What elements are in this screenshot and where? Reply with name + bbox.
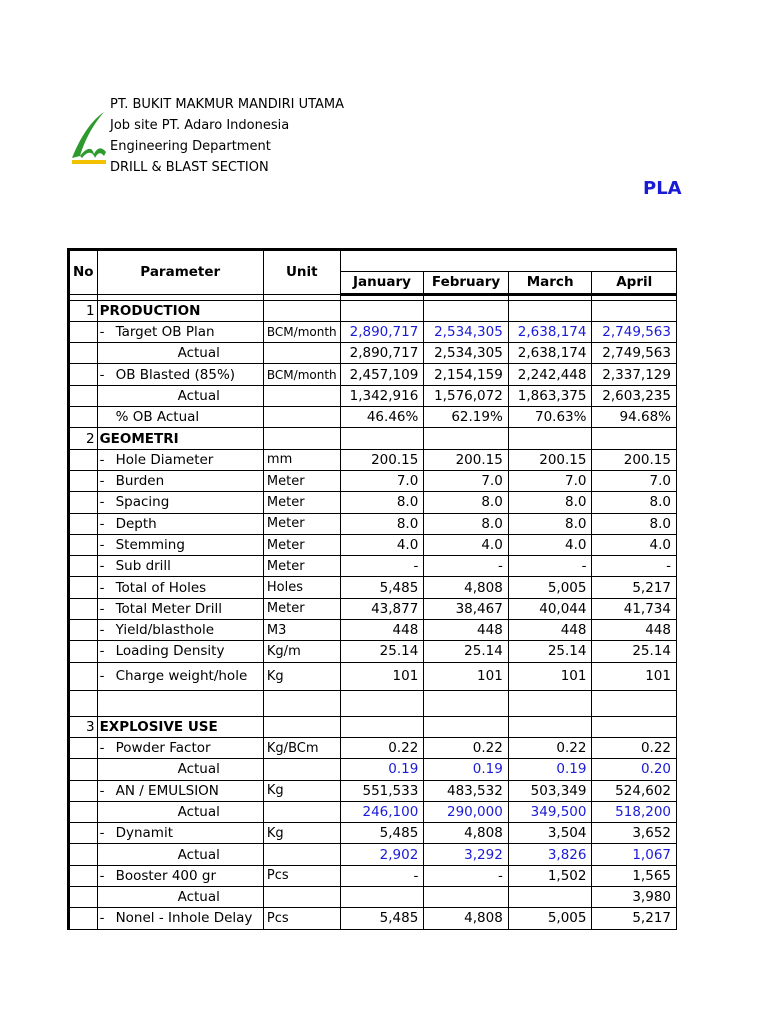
value-april: 8.0	[592, 492, 677, 513]
parameter-label: Actual	[177, 889, 220, 906]
unit-cell	[263, 844, 340, 865]
parameter-label: Depth	[115, 515, 157, 532]
parameter-cell	[97, 513, 263, 534]
value-march: 448	[508, 620, 592, 641]
value-january: 200.15	[340, 449, 424, 470]
value-february: 0.19	[424, 759, 508, 780]
unit-cell: Kg	[263, 780, 340, 801]
value-january: 46.46%	[340, 407, 424, 428]
table-row-an-emulsion-actual	[69, 801, 677, 822]
value-february: 290,000	[424, 801, 508, 822]
value-april: 101	[592, 662, 677, 690]
parameter-cell	[97, 844, 263, 865]
value-march	[508, 887, 592, 908]
value-february: 7.0	[424, 470, 508, 491]
value-february: 4.0	[424, 534, 508, 555]
parameter-cell	[97, 780, 263, 801]
value-january: 1,342,916	[340, 385, 424, 406]
value-march: 8.0	[508, 492, 592, 513]
parameter-label: Powder Factor	[115, 740, 211, 757]
unit-cell: Pcs	[263, 865, 340, 886]
parameter-label: OB Blasted (85%)	[115, 366, 236, 383]
unit-cell: Kg/BCm	[263, 737, 340, 758]
month-february: February	[424, 272, 508, 294]
value-january: -	[340, 865, 424, 886]
bullet-dash: -	[99, 451, 105, 468]
bullet-dash: -	[99, 600, 105, 617]
unit-cell	[263, 801, 340, 822]
unit-cell: Meter	[263, 492, 340, 513]
value-april: 0.22	[592, 737, 677, 758]
parameter-label: Hole Diameter	[115, 451, 214, 468]
month-april: April	[592, 272, 677, 294]
bullet-dash: -	[99, 622, 105, 639]
bullet-dash: -	[99, 579, 105, 596]
month-january: January	[340, 272, 424, 294]
value-january: 5,485	[340, 823, 424, 844]
value-january: 101	[340, 662, 424, 690]
value-march: 2,638,174	[508, 321, 592, 342]
unit-cell	[263, 343, 340, 364]
value-march: 3,826	[508, 844, 592, 865]
table-row-dynamit-actual	[69, 844, 677, 865]
table-row-hole-diameter	[69, 449, 677, 470]
unit-cell	[263, 887, 340, 908]
table-row-powder-factor	[69, 737, 677, 758]
section-name: DRILL & BLAST SECTION	[110, 160, 269, 175]
value-march: 0.22	[508, 737, 592, 758]
value-april: 448	[592, 620, 677, 641]
value-march: 70.63%	[508, 407, 592, 428]
value-january: 551,533	[340, 780, 424, 801]
parameter-label: Total Meter Drill	[115, 600, 222, 617]
bullet-dash: -	[99, 494, 105, 511]
section-number: 1	[69, 300, 98, 321]
value-march: 4.0	[508, 534, 592, 555]
parameter-label: Burden	[115, 473, 165, 490]
section-row-production	[69, 300, 677, 321]
value-march: 1,863,375	[508, 385, 592, 406]
unit-cell: BCM/month	[263, 364, 340, 385]
value-march: 3,504	[508, 823, 592, 844]
value-february: 200.15	[424, 449, 508, 470]
unit-cell: mm	[263, 449, 340, 470]
parameter-label: Actual	[177, 345, 220, 362]
bullet-dash: -	[99, 867, 105, 884]
parameter-cell	[97, 662, 263, 690]
value-january: 246,100	[340, 801, 424, 822]
parameter-cell	[97, 385, 263, 406]
unit-cell: Meter	[263, 534, 340, 555]
value-february: 4,808	[424, 577, 508, 598]
table-row-an-emulsion	[69, 780, 677, 801]
value-april: 2,603,235	[592, 385, 677, 406]
value-january: 2,902	[340, 844, 424, 865]
value-march: 25.14	[508, 641, 592, 662]
value-april: 8.0	[592, 513, 677, 534]
bullet-dash: -	[99, 910, 105, 927]
table-row-booster	[69, 865, 677, 886]
value-february	[424, 887, 508, 908]
parameter-cell	[97, 492, 263, 513]
unit-cell	[263, 759, 340, 780]
bullet-dash: -	[99, 515, 105, 532]
table-row-pct-ob-actual	[69, 407, 677, 428]
value-april: 5,217	[592, 908, 677, 929]
value-march: 40,044	[508, 598, 592, 619]
value-february: 101	[424, 662, 508, 690]
section-row-geometri	[69, 428, 677, 449]
month-march: March	[508, 272, 592, 294]
value-march: 349,500	[508, 801, 592, 822]
value-january: 5,485	[340, 908, 424, 929]
value-february: 62.19%	[424, 407, 508, 428]
value-february: 4,808	[424, 908, 508, 929]
value-february: 8.0	[424, 492, 508, 513]
value-february: -	[424, 556, 508, 577]
value-march: 5,005	[508, 577, 592, 598]
value-january	[340, 887, 424, 908]
parameter-label: Actual	[177, 803, 220, 820]
table-row-yield	[69, 620, 677, 641]
unit-cell: Holes	[263, 577, 340, 598]
value-april: 3,980	[592, 887, 677, 908]
bullet-dash: -	[99, 825, 105, 842]
parameter-cell	[97, 598, 263, 619]
value-march: 7.0	[508, 470, 592, 491]
value-april: 25.14	[592, 641, 677, 662]
value-march: 2,242,448	[508, 364, 592, 385]
value-april: 1,565	[592, 865, 677, 886]
value-march: 0.19	[508, 759, 592, 780]
value-february: 2,534,305	[424, 321, 508, 342]
value-january: 0.22	[340, 737, 424, 758]
value-january: 0.19	[340, 759, 424, 780]
table-row-depth	[69, 513, 677, 534]
table-row-burden	[69, 470, 677, 491]
value-february: 2,534,305	[424, 343, 508, 364]
parameter-label: Target OB Plan	[115, 324, 215, 341]
parameter-label: Charge weight/hole	[115, 668, 248, 685]
value-april: -	[592, 556, 677, 577]
parameter-label: Booster 400 gr	[115, 867, 217, 884]
table-row-nonel	[69, 908, 677, 929]
table-row-target-ob	[69, 321, 677, 342]
parameter-label: Total of Holes	[115, 579, 207, 596]
job-site: Job site PT. Adaro Indonesia	[110, 118, 290, 133]
value-april: 200.15	[592, 449, 677, 470]
bullet-dash: -	[99, 473, 105, 490]
plan-table	[67, 248, 677, 930]
value-february: 483,532	[424, 780, 508, 801]
parameter-label: Loading Density	[115, 643, 225, 660]
unit-cell	[263, 385, 340, 406]
unit-cell: Kg	[263, 662, 340, 690]
parameter-label: Spacing	[115, 494, 170, 511]
value-february: 8.0	[424, 513, 508, 534]
section-row-explosive	[69, 716, 677, 737]
value-march: 503,349	[508, 780, 592, 801]
value-february: 448	[424, 620, 508, 641]
parameter-cell	[97, 908, 263, 929]
company-name: PT. BUKIT MAKMUR MANDIRI UTAMA	[110, 97, 345, 112]
table-row-total-holes	[69, 577, 677, 598]
unit-cell: Kg/m	[263, 641, 340, 662]
value-january: 2,457,109	[340, 364, 424, 385]
parameter-label: % OB Actual	[115, 409, 200, 426]
parameter-cell	[97, 321, 263, 342]
value-march: 200.15	[508, 449, 592, 470]
value-april: 94.68%	[592, 407, 677, 428]
value-february: 38,467	[424, 598, 508, 619]
value-january: 8.0	[340, 513, 424, 534]
parameter-cell	[97, 801, 263, 822]
value-march: 8.0	[508, 513, 592, 534]
unit-cell: BCM/month	[263, 321, 340, 342]
header-row	[69, 250, 677, 272]
value-march: 101	[508, 662, 592, 690]
value-january: 2,890,717	[340, 321, 424, 342]
table-row-target-ob-actual	[69, 343, 677, 364]
value-february: 0.22	[424, 737, 508, 758]
blank-row	[69, 690, 677, 716]
parameter-cell	[97, 737, 263, 758]
parameter-label: Dynamit	[115, 825, 173, 842]
unit-cell: Meter	[263, 598, 340, 619]
unit-cell: Meter	[263, 556, 340, 577]
table-row-dynamit	[69, 823, 677, 844]
parameter-cell	[97, 865, 263, 886]
value-april: 1,067	[592, 844, 677, 865]
bullet-dash: -	[99, 782, 105, 799]
parameter-cell	[97, 449, 263, 470]
table-row-ob-blasted	[69, 364, 677, 385]
bullet-dash: -	[99, 558, 105, 575]
value-april: 2,337,129	[592, 364, 677, 385]
value-february: 3,292	[424, 844, 508, 865]
table-row-sub-drill	[69, 556, 677, 577]
bullet-dash: -	[99, 324, 105, 341]
table-row-ob-blasted-actual	[69, 385, 677, 406]
value-february: 2,154,159	[424, 364, 508, 385]
table-row-charge-weight	[69, 662, 677, 690]
parameter-label: Actual	[177, 387, 220, 404]
unit-cell: Meter	[263, 470, 340, 491]
unit-cell: Kg	[263, 823, 340, 844]
bullet-dash: -	[99, 740, 105, 757]
value-january: 8.0	[340, 492, 424, 513]
value-april: 2,749,563	[592, 321, 677, 342]
value-january: 448	[340, 620, 424, 641]
value-february: 1,576,072	[424, 385, 508, 406]
month-group-header	[340, 250, 676, 272]
value-march: 5,005	[508, 908, 592, 929]
parameter-cell	[97, 470, 263, 491]
department: Engineering Department	[110, 139, 271, 154]
value-march: 2,638,174	[508, 343, 592, 364]
value-january: 7.0	[340, 470, 424, 491]
value-april: 4.0	[592, 534, 677, 555]
parameter-cell	[97, 620, 263, 641]
value-april: 524,602	[592, 780, 677, 801]
parameter-label: Nonel - Inhole Delay	[115, 910, 253, 927]
spreadsheet	[67, 248, 677, 930]
section-title: EXPLOSIVE USE	[97, 716, 263, 737]
table-row-stemming	[69, 534, 677, 555]
value-january: 5,485	[340, 577, 424, 598]
parameter-label: Actual	[177, 846, 220, 863]
section-number: 2	[69, 428, 98, 449]
parameter-cell	[97, 343, 263, 364]
parameter-cell	[97, 887, 263, 908]
value-february: 4,808	[424, 823, 508, 844]
value-april: 2,749,563	[592, 343, 677, 364]
value-january: 43,877	[340, 598, 424, 619]
parameter-cell	[97, 759, 263, 780]
table-row-booster-actual	[69, 887, 677, 908]
parameter-label: Sub drill	[115, 558, 171, 575]
value-january: -	[340, 556, 424, 577]
unit-cell: Meter	[263, 513, 340, 534]
value-february: 25.14	[424, 641, 508, 662]
parameter-label: Actual	[177, 761, 220, 778]
unit-cell: Pcs	[263, 908, 340, 929]
value-april: 518,200	[592, 801, 677, 822]
col-unit: Unit	[263, 250, 340, 295]
parameter-label: Stemming	[115, 537, 185, 553]
bullet-dash: -	[99, 366, 105, 383]
value-january: 2,890,717	[340, 343, 424, 364]
bullet-dash: -	[99, 668, 105, 685]
parameter-label: Yield/blasthole	[115, 622, 215, 639]
value-april: 7.0	[592, 470, 677, 491]
table-row-loading-density	[69, 641, 677, 662]
plan-title: PLA	[643, 178, 682, 199]
parameter-cell	[97, 577, 263, 598]
col-no: No	[69, 250, 98, 295]
bullet-dash: -	[99, 537, 105, 553]
value-january: 25.14	[340, 641, 424, 662]
unit-cell	[263, 407, 340, 428]
table-row-total-meter	[69, 598, 677, 619]
parameter-cell	[97, 407, 263, 428]
unit-cell: M3	[263, 620, 340, 641]
section-title: PRODUCTION	[97, 300, 263, 321]
value-april: 5,217	[592, 577, 677, 598]
value-april: 3,652	[592, 823, 677, 844]
section-number: 3	[69, 716, 98, 737]
company-logo-icon	[70, 108, 110, 168]
table-row-spacing	[69, 492, 677, 513]
table-row-powder-factor-actual	[69, 759, 677, 780]
value-march: -	[508, 556, 592, 577]
parameter-cell	[97, 641, 263, 662]
parameter-cell	[97, 556, 263, 577]
section-title: GEOMETRI	[97, 428, 263, 449]
parameter-cell	[97, 364, 263, 385]
parameter-cell	[97, 823, 263, 844]
value-april: 0.20	[592, 759, 677, 780]
parameter-cell	[97, 534, 263, 555]
value-february: -	[424, 865, 508, 886]
value-april: 41,734	[592, 598, 677, 619]
col-parameter: Parameter	[97, 250, 263, 295]
bullet-dash: -	[99, 643, 105, 660]
value-january: 4.0	[340, 534, 424, 555]
value-march: 1,502	[508, 865, 592, 886]
parameter-label: AN / EMULSION	[115, 782, 219, 799]
